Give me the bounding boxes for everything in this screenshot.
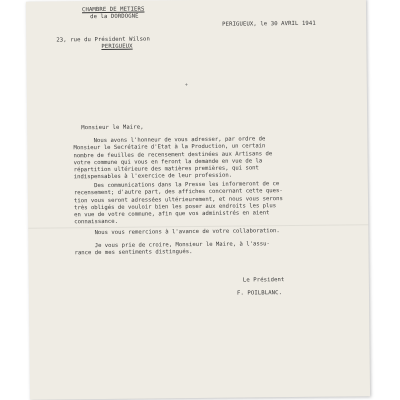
date-line: PERIGUEUX, le 30 AVRIL 1941 [222, 20, 316, 28]
org-name-line1: CHAMBRE DE METIERS [81, 6, 145, 14]
address-line2: PERIGUEUX [101, 43, 133, 51]
margin-mark: + [184, 82, 188, 89]
org-name-line2: de la DORDOGNE [90, 13, 139, 21]
letter-page [26, 0, 370, 400]
paragraph-4: Je vous prie de croire, Monsieur le Maire, à l'assu- rance de mes sentiments distingués. [74, 241, 270, 257]
address-line1: 23, rue du Président Wilson [56, 36, 150, 44]
paragraph-1: Nous avons l'honneur de vous adresser, par ordre de Monsieur le Secrétaire d'Etat à la Production, un certain nombre de feuilles de recensement destinées aux Artisans de votre commune qui vous en feront la demande en vue de la répartition ultérieure des matières premières, qui sont indispensables à l'exercice de leur profession. [73, 136, 273, 181]
signature-title: Le Président [242, 277, 285, 284]
paragraph-3: Nous vous remercions à l'avance de votre collaboration. [74, 228, 280, 237]
signature-name: F. POILBLANC. [236, 290, 283, 297]
salutation: Monsieur le Maire, [81, 124, 144, 132]
paragraph-2: Des communications dans la Presse les informeront de ce recensement; d'autre part, des affiches concernant cette ques- tion vous seront adressées ultérieurement, et nous vous serons très obligés de vouloir bien les poser aux endroits les plus en vue de votre commune, afin que vos administrés en aient connaissance. [73, 181, 283, 226]
